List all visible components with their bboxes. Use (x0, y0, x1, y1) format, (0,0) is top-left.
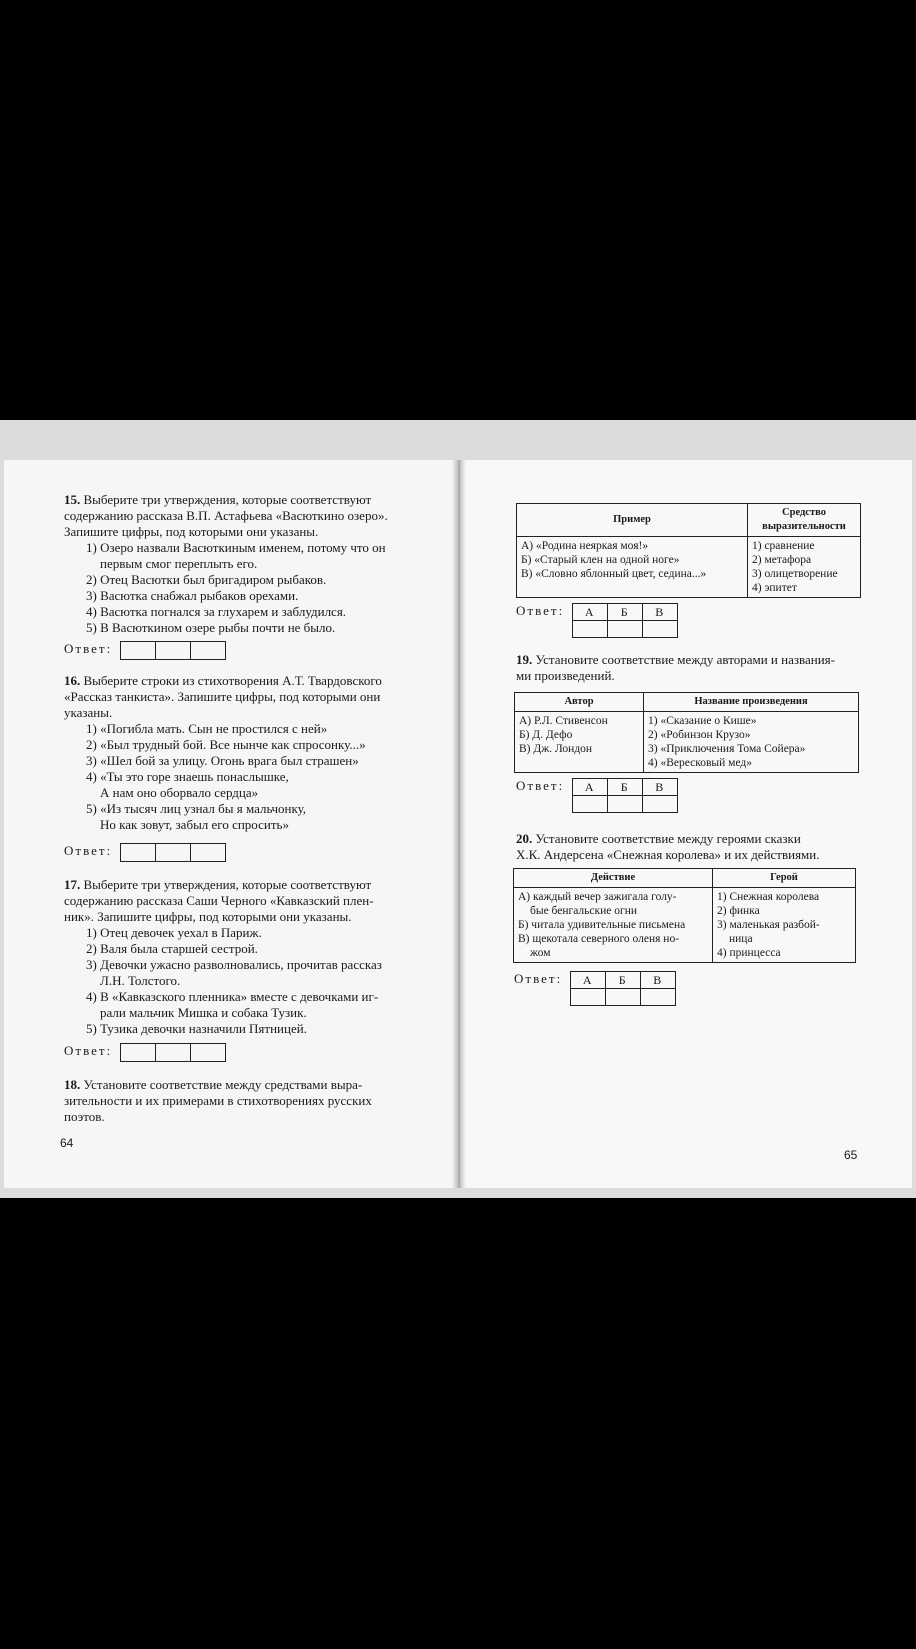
answer-cell[interactable] (608, 621, 643, 638)
book-spine (452, 460, 466, 1188)
table-header: Название произведения (644, 693, 859, 712)
answer-label: Ответ: (514, 971, 563, 986)
table-18 (516, 503, 861, 598)
table-cell: 3) «Приключения Тома Сойера» (648, 743, 806, 755)
table-cell: Б) «Старый клен на одной ноге» (521, 554, 680, 566)
option: первым смог переплыть его. (100, 556, 258, 571)
table-cell: 1) Снежная королева (717, 891, 820, 903)
answer-grid[interactable] (570, 971, 676, 1006)
option: рали мальчик Мишка и собака Тузик. (100, 1005, 307, 1020)
option: 2) «Был трудный бой. Все нынче как спросонку...» (86, 737, 366, 752)
question-text: содержанию рассказа В.П. Астафьева «Васюткино озеро». (64, 508, 388, 523)
page-number: 64 (60, 1136, 74, 1150)
option: 4) В «Кавказского пленника» вместе с девочками иг- (86, 989, 379, 1004)
answer-cell[interactable] (571, 989, 606, 1006)
question-text: Запишите цифры, под которыми они указаны. (64, 524, 319, 539)
question-text: Выберите строки из стихотворения А.Т. Твардовского (83, 673, 382, 688)
table-cell: 4) эпитет (752, 582, 797, 594)
question-text: Выберите три утверждения, которые соответствуют (83, 877, 372, 892)
answer-row-17 (64, 1043, 226, 1062)
answer-col-label: В (641, 972, 676, 989)
question-number: 19. (516, 652, 533, 667)
question-15 (64, 492, 436, 636)
answer-row-18 (516, 603, 678, 638)
table-cell: 3) маленькая разбой- (717, 919, 820, 931)
option: 2) Отец Васютки был бригадиром рыбаков. (86, 572, 327, 587)
answer-col-label: А (571, 972, 606, 989)
answer-cell[interactable] (606, 989, 641, 1006)
answer-cell[interactable] (643, 796, 678, 813)
option: 1) Отец девочек уехал в Париж. (86, 925, 262, 940)
page-number: 65 (844, 1148, 858, 1162)
question-text: ми произведений. (516, 668, 615, 683)
table-header: Автор (515, 693, 644, 712)
question-text: Установите соответствие между героями сказки (535, 831, 801, 846)
question-16 (64, 673, 436, 833)
table-20 (513, 868, 856, 963)
question-text: Выберите три утверждения, которые соответствуют (83, 492, 372, 507)
answer-cell[interactable] (641, 989, 676, 1006)
option: 1) «Погибла мать. Сын не простился с ней» (86, 721, 328, 736)
answer-col-label: Б (608, 779, 643, 796)
option: 3) Васютка снабжал рыбаков орехами. (86, 588, 299, 603)
question-number: 17. (64, 877, 81, 892)
table-cell: жом (530, 947, 551, 959)
question-text: «Рассказ танкиста». Запишите цифры, под которыми они (64, 689, 381, 704)
table-header: Средство выразительности (748, 504, 861, 537)
question-number: 16. (64, 673, 81, 688)
table-cell: 1) «Сказание о Кише» (648, 715, 757, 727)
table-cell: В) Дж. Лондон (519, 743, 593, 755)
question-text: Установите соответствие между авторами и названия- (535, 652, 835, 667)
option: 5) Тузика девочки назначили Пятницей. (86, 1021, 307, 1036)
table-cell: 4) принцесса (717, 947, 781, 959)
answer-label: Ответ: (64, 843, 113, 858)
question-number: 20. (516, 831, 533, 846)
question-text: зительности и их примерами в стихотворениях русских (64, 1093, 372, 1108)
question-text: поэтов. (64, 1109, 105, 1124)
table-cell: А) Р.Л. Стивенсон (519, 715, 608, 727)
question-18 (64, 1077, 436, 1125)
answer-col-label: В (643, 779, 678, 796)
answer-cell[interactable] (573, 796, 608, 813)
table-cell: В) «Словно яблонный цвет, седина...» (521, 568, 707, 580)
answer-boxes[interactable] (120, 641, 226, 660)
table-header: Герой (713, 869, 856, 888)
question-text: Х.К. Андерсена «Снежная королева» и их действиями. (516, 847, 820, 862)
answer-label: Ответ: (516, 603, 565, 618)
answer-row-16 (64, 843, 226, 862)
option: 3) Девочки ужасно разволновались, прочитав рассказ (86, 957, 382, 972)
table-cell: 2) метафора (752, 554, 812, 566)
answer-label: Ответ: (516, 778, 565, 793)
question-20 (516, 831, 861, 863)
table-header: Действие (514, 869, 713, 888)
table-cell: А) каждый вечер зажигала голу- (518, 891, 677, 903)
question-text: содержанию рассказа Саши Черного «Кавказский плен- (64, 893, 374, 908)
table-cell: 1) сравнение (752, 540, 815, 552)
answer-col-label: Б (608, 604, 643, 621)
answer-cell[interactable] (573, 621, 608, 638)
option: Л.Н. Толстого. (100, 973, 181, 988)
answer-col-label: А (573, 779, 608, 796)
answer-row-15 (64, 641, 226, 660)
option: 1) Озеро назвали Васюткиным именем, потому что он (86, 540, 386, 555)
question-17 (64, 877, 436, 1037)
table-19 (514, 692, 859, 773)
answer-col-label: Б (606, 972, 641, 989)
option: 2) Валя была старшей сестрой. (86, 941, 258, 956)
option: 3) «Шел бой за улицу. Огонь врага был страшен» (86, 753, 359, 768)
answer-row-20 (514, 971, 676, 1006)
answer-label: Ответ: (64, 641, 113, 656)
answer-col-label: В (643, 604, 678, 621)
answer-cell[interactable] (608, 796, 643, 813)
answer-col-label: А (573, 604, 608, 621)
answer-boxes[interactable] (120, 843, 226, 862)
table-header: Пример (517, 504, 748, 537)
table-cell: В) щекотала северного оленя но- (518, 933, 680, 945)
question-number: 18. (64, 1077, 81, 1092)
question-text: Установите соответствие между средствами выра- (83, 1077, 363, 1092)
answer-grid[interactable] (572, 778, 678, 813)
table-cell: 2) финка (717, 905, 760, 917)
option: 5) В Васюткином озере рыбы почти не было. (86, 620, 336, 635)
table-cell: ница (729, 933, 753, 945)
answer-grid[interactable] (572, 603, 678, 638)
answer-label: Ответ: (64, 1043, 113, 1058)
table-cell: Б) читала удивительные письмена (518, 919, 686, 931)
table-cell: 2) «Робинзон Крузо» (648, 729, 751, 741)
question-text: указаны. (64, 705, 113, 720)
question-text: ник». Запишите цифры, под которыми они указаны. (64, 909, 352, 924)
option: Но как зовут, забыл его спросить» (100, 817, 289, 832)
option: А нам оно оборвало сердца» (100, 785, 259, 800)
answer-cell[interactable] (643, 621, 678, 638)
table-cell: 3) олицетворение (752, 568, 838, 580)
answer-row-19 (516, 778, 678, 813)
option: 4) «Ты это горе знаешь понаслышке, (86, 769, 289, 784)
option: 5) «Из тысяч лиц узнал бы я мальчонку, (86, 801, 307, 816)
question-19 (516, 652, 861, 684)
question-number: 15. (64, 492, 81, 507)
answer-boxes[interactable] (120, 1043, 226, 1062)
table-cell: Б) Д. Дефо (519, 729, 573, 741)
table-cell: бые бенгальские огни (530, 905, 638, 917)
table-cell: 4) «Вересковый мед» (648, 757, 752, 769)
option: 4) Васютка погнался за глухарем и заблудился. (86, 604, 347, 619)
table-cell: А) «Родина неяркая моя!» (521, 540, 649, 552)
